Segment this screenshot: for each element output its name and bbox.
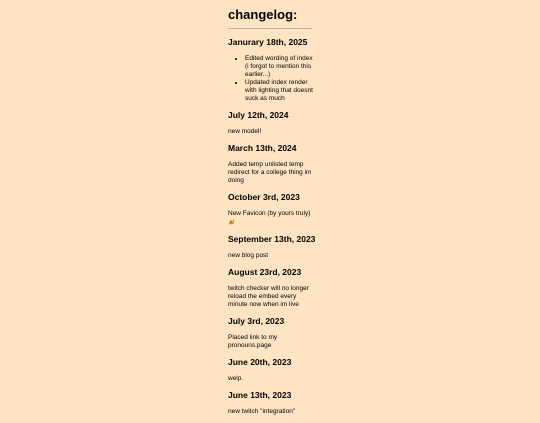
entry-date: August 23rd, 2023 — [228, 267, 302, 277]
list-item: • Edited wording of index (i forgot to mention this earlier...) — [245, 55, 314, 79]
changelog-entry — [228, 37, 314, 103]
entry-date: September 13th, 2023 — [228, 234, 316, 244]
changelog-entry — [228, 192, 314, 227]
entry-date: Janurary 18th, 2025 — [228, 37, 308, 47]
changelog-column — [228, 7, 314, 423]
entry-text-wrapper — [228, 210, 312, 227]
entry-text: welp. — [228, 375, 244, 382]
entry-list — [228, 55, 314, 103]
entry-date: July 3rd, 2023 — [228, 316, 285, 326]
changelog-entry — [228, 143, 314, 185]
entry-text: new model! — [228, 128, 262, 135]
entry-text: twitch checker will no longer reload the embed every minute now when im live — [228, 285, 309, 308]
changelog-entry — [228, 390, 314, 416]
entry-text: New Favicon (by yours truly) — [228, 210, 311, 217]
entry-date: June 13th, 2023 — [228, 390, 292, 400]
entry-date: October 3rd, 2023 — [228, 192, 300, 202]
entry-date: March 13th, 2024 — [228, 143, 297, 153]
changelog-entry — [228, 357, 314, 383]
entry-date: June 20th, 2023 — [228, 357, 292, 367]
entry-text: new twitch "integration" — [228, 408, 296, 415]
entry-text: new blog post — [228, 252, 269, 259]
entry-date: July 12th, 2024 — [228, 110, 289, 120]
changelog-entry — [228, 316, 314, 350]
title-divider — [228, 28, 312, 29]
changelog-entry — [228, 234, 314, 260]
entry-text: Added temp unlisted temp redirect for a college thing im doing — [228, 161, 312, 184]
page-title: changelog: — [228, 7, 298, 22]
list-item: • Updated index render with lighting that doesnt suck as much — [245, 79, 314, 103]
entry-text: Placed link to my pronouns.page — [228, 334, 278, 349]
favicon-icon — [228, 218, 235, 225]
changelog-entry — [228, 110, 314, 136]
changelog-entry — [228, 267, 314, 309]
